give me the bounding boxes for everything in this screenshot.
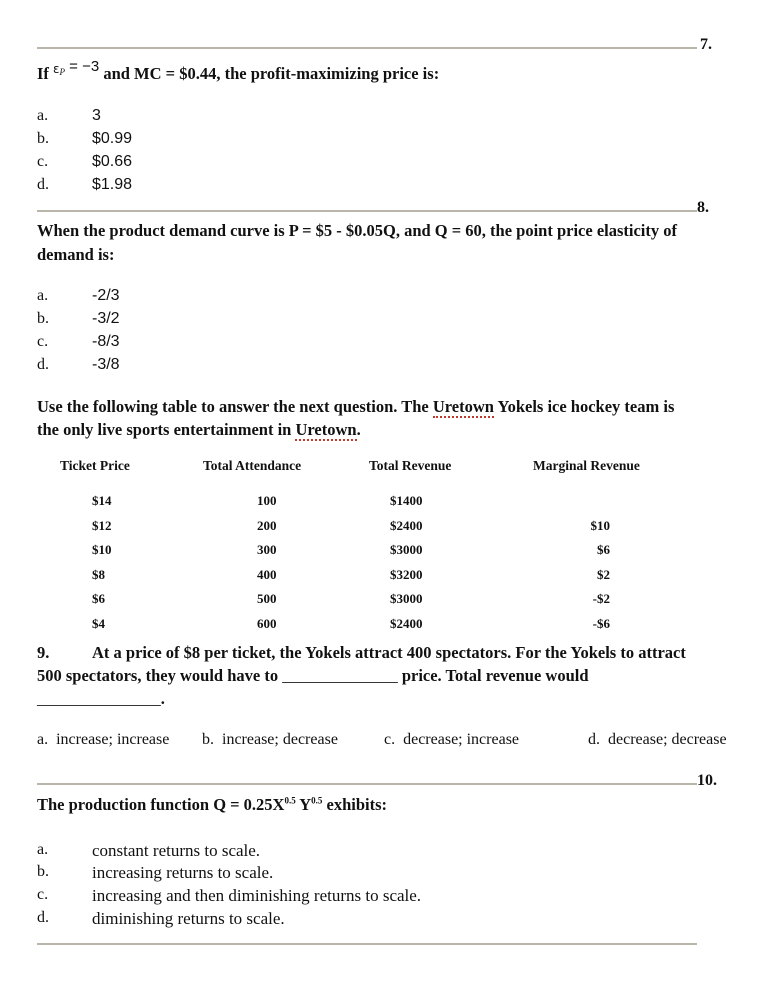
question-8-line2: demand is: <box>37 245 115 264</box>
table-cell: $6 <box>597 542 610 557</box>
spellcheck-word: Uretown <box>432 397 494 416</box>
table-cell: $10 <box>92 542 112 557</box>
table-cell: $14 <box>92 493 112 508</box>
question-number-7: 7. <box>700 36 712 53</box>
question-9-line2: 500 spectators, they would have to ______________ price. Total revenue would <box>37 666 589 685</box>
table-cell: $12 <box>92 518 112 533</box>
question-number-9: 9. <box>37 643 50 662</box>
question-number-8: 8. <box>697 199 709 216</box>
table-cell: $3000 <box>390 591 423 606</box>
table-cell: $8 <box>92 567 105 582</box>
table-cell: $1400 <box>390 493 423 508</box>
table-cell: 400 <box>257 567 277 582</box>
question-number-10: 10. <box>697 772 717 789</box>
divider-q8 <box>37 210 697 212</box>
table-cell: $10 <box>590 518 610 533</box>
table-cell: 100 <box>257 493 277 508</box>
table-cell: $6 <box>92 591 105 606</box>
table-intro-line1: Use the following table to answer the next question. The Uretown Yokels ice hockey team is <box>37 397 675 416</box>
header-ticket-price: Ticket Price <box>60 458 130 473</box>
header-total-revenue: Total Revenue <box>369 458 452 473</box>
table-cell: 600 <box>257 616 277 631</box>
divider-q7 <box>37 47 697 49</box>
table-cell: $2400 <box>390 616 423 631</box>
table-cell: $3000 <box>390 542 423 557</box>
divider-q10 <box>37 783 697 785</box>
q9-choice-c[interactable]: c. decrease; increase <box>384 731 520 748</box>
table-cell: $2 <box>597 567 610 582</box>
table-cell: $2400 <box>390 518 423 533</box>
q9-choice-b[interactable]: b. increase; decrease <box>202 731 338 748</box>
question-10-text: The production function $Q = 0.25X^{0.5}$ $Y^{0.5}$ exhibits: <box>37 795 388 814</box>
question-8-line1: When the product demand curve is P = $5 - $0.05Q, and Q = 60, the point price elasticity of <box>37 221 677 240</box>
table-cell: $4 <box>92 616 105 631</box>
q9-choice-d[interactable]: d. decrease; decrease <box>588 731 727 748</box>
table-cell: -$2 <box>592 591 610 606</box>
spellcheck-word: Uretown <box>295 420 357 439</box>
answer-blank-1: ______________ <box>282 666 398 685</box>
question-7-text: If $^{\varepsilon P}$ = −3 and MC = $0.44, the profit-maximizing price is: <box>37 58 440 83</box>
table-cell: $3200 <box>390 567 423 582</box>
table-cell: 200 <box>257 518 277 533</box>
table-cell: -$6 <box>592 616 610 631</box>
header-marginal-revenue: Marginal Revenue <box>533 458 640 473</box>
epsilon-symbol: ε <box>53 62 60 76</box>
divider-bottom <box>37 943 697 945</box>
table-cell: 300 <box>257 542 277 557</box>
question-9-line3: _______________. <box>37 689 165 708</box>
table-intro-line2: the only live sports entertainment in Uretown. <box>37 420 361 439</box>
q9-choice-a[interactable]: a. increase; increase <box>37 731 170 748</box>
table-cell: 500 <box>257 591 277 606</box>
answer-blank-2: _______________ <box>37 689 161 708</box>
question-9-line1: At a price of $8 per ticket, the Yokels attract 400 spectators. For the Yokels to attract <box>92 643 686 662</box>
header-total-attendance: Total Attendance <box>203 458 302 473</box>
